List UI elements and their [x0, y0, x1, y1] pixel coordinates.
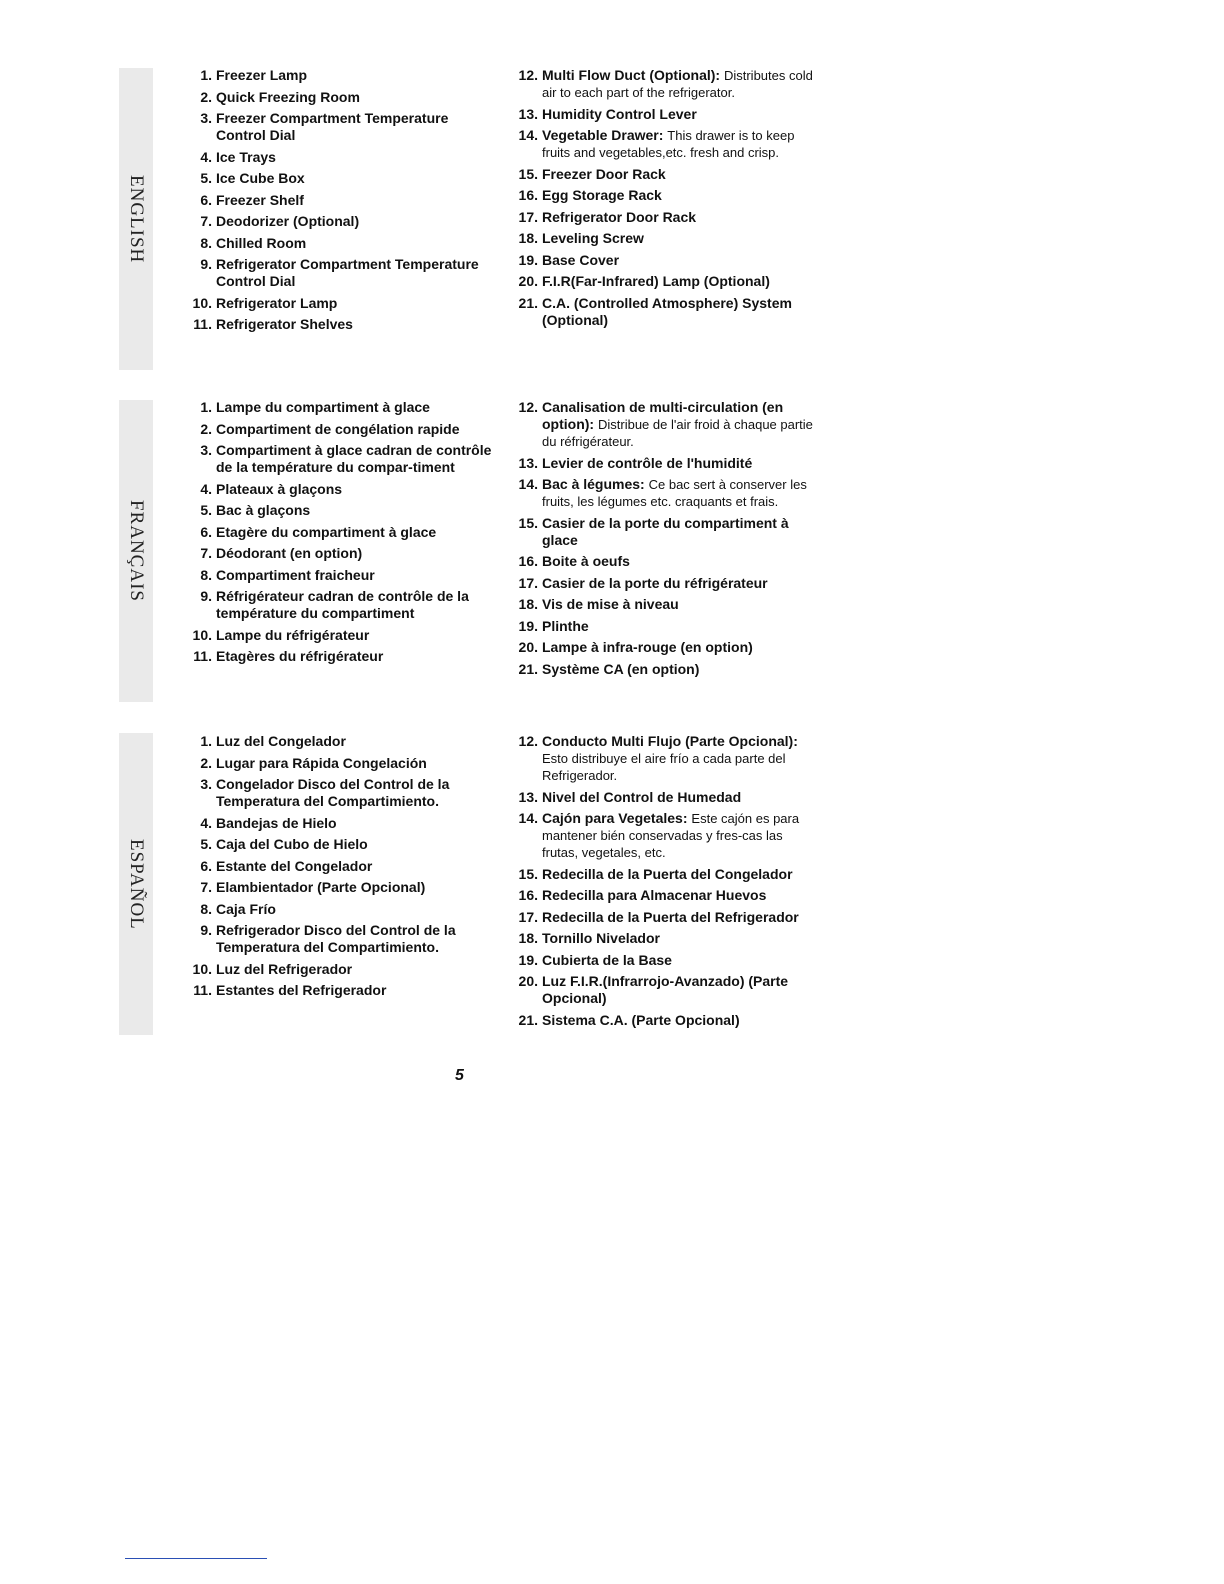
- part-item: [508, 1012, 818, 1029]
- part-text: [216, 502, 492, 519]
- part-name: Humidity Control Lever: [542, 105, 697, 122]
- part-text: [216, 755, 492, 772]
- part-number: 15.: [518, 865, 538, 882]
- part-number: 19.: [518, 251, 538, 268]
- part-number: 8.: [200, 566, 212, 583]
- part-name: Compartiment à glace cadran de contrôle de la température du compar-timent: [216, 442, 492, 475]
- part-text: [542, 106, 818, 123]
- part-text: [216, 89, 492, 106]
- part-number: 6.: [200, 523, 212, 540]
- part-item: [182, 149, 492, 166]
- part-item: [508, 789, 818, 806]
- part-name: Plateaux à glaçons: [216, 480, 343, 497]
- part-text: [216, 399, 492, 416]
- parts-list-right: [508, 67, 818, 333]
- part-item: [508, 810, 818, 861]
- part-text: [542, 476, 818, 510]
- part-text: [542, 399, 818, 450]
- part-item: [182, 879, 492, 896]
- part-item: [182, 836, 492, 853]
- part-name: Levier de contrôle de l'humidité: [542, 454, 753, 471]
- part-text: [542, 575, 818, 592]
- part-item: [508, 973, 818, 1007]
- part-item: [508, 909, 818, 926]
- part-item: [508, 661, 818, 678]
- part-name: Redecilla para Almacenar Huevos: [542, 887, 767, 903]
- part-number: 17.: [518, 574, 538, 591]
- part-item: [182, 235, 492, 252]
- part-item: [182, 481, 492, 498]
- part-description: Esto distribuye el aire frío a cada parte del Refrigerador.: [542, 751, 786, 783]
- part-item: [508, 295, 818, 329]
- part-item: [508, 399, 818, 450]
- part-text: [542, 252, 818, 269]
- parts-list-right: [508, 733, 818, 1033]
- part-text: [542, 166, 818, 183]
- part-item: [182, 755, 492, 772]
- part-item: [182, 256, 492, 290]
- part-text: [542, 67, 818, 101]
- part-text: [216, 235, 492, 252]
- part-number: 16.: [518, 187, 538, 203]
- part-text: [542, 661, 818, 678]
- part-name: Freezer Lamp: [216, 67, 308, 83]
- part-name: Compartiment fraicheur: [216, 566, 375, 583]
- part-description: Este cajón es para mantener bién conservadas y fres-cas las frutas, vegetales, etc.: [542, 811, 800, 860]
- part-text: [216, 256, 492, 290]
- part-text: [542, 596, 818, 613]
- part-text: [216, 170, 492, 187]
- part-item: [182, 421, 492, 438]
- part-name: Bandejas de Hielo: [216, 814, 337, 831]
- part-text: [216, 110, 492, 144]
- language-label: ESPAÑOL: [126, 838, 147, 930]
- part-number: 17.: [518, 908, 538, 925]
- part-number: 15.: [518, 165, 538, 182]
- part-name: Quick Freezing Room: [216, 88, 360, 105]
- part-name: Elambientador (Parte Opcional): [216, 879, 426, 895]
- part-item: [182, 982, 492, 999]
- part-item: [182, 316, 492, 333]
- part-item: [182, 89, 492, 106]
- part-name: Conducto Multi Flujo (Parte Opcional):: [542, 733, 798, 749]
- part-item: [508, 639, 818, 656]
- part-number: 5.: [200, 170, 212, 186]
- part-name: Congelador Disco del Control de la Temperatura del Compartimiento.: [216, 776, 450, 809]
- part-name: Chilled Room: [216, 234, 307, 251]
- part-name: Casier de la porte du réfrigérateur: [542, 574, 768, 591]
- part-text: [542, 866, 818, 883]
- part-name: Freezer Compartment Temperature Control Dial: [216, 110, 449, 143]
- part-name: Tornillo Nivelador: [542, 930, 660, 946]
- part-text: [542, 127, 818, 161]
- part-number: 1.: [200, 67, 212, 83]
- part-name: Bac à légumes:: [542, 476, 645, 492]
- part-item: [182, 567, 492, 584]
- part-number: 5.: [200, 836, 212, 852]
- part-name: Freezer Door Rack: [542, 165, 666, 182]
- part-number: 14.: [518, 810, 538, 826]
- part-number: 2.: [200, 420, 212, 437]
- part-text: [542, 209, 818, 226]
- part-number: 21.: [518, 294, 538, 311]
- part-text: [216, 213, 492, 230]
- part-number: 15.: [518, 514, 538, 531]
- part-number: 17.: [518, 208, 538, 225]
- part-name: Luz del Refrigerador: [216, 960, 353, 977]
- part-item: [508, 596, 818, 613]
- part-name: Cajón para Vegetales:: [542, 810, 688, 826]
- part-text: [216, 627, 492, 644]
- part-item: [182, 110, 492, 144]
- part-number: 16.: [518, 887, 538, 903]
- part-number: 14.: [518, 127, 538, 143]
- part-name: Freezer Shelf: [216, 191, 304, 208]
- part-number: 10.: [192, 626, 212, 643]
- part-text: [216, 67, 492, 84]
- part-item: [508, 887, 818, 904]
- part-number: 13.: [518, 454, 538, 471]
- part-item: [508, 515, 818, 549]
- part-name: Canalisation de multi-circulation (en option):: [542, 399, 784, 432]
- part-item: [508, 476, 818, 510]
- part-text: [216, 836, 492, 853]
- part-item: [182, 858, 492, 875]
- part-name: Ice Cube Box: [216, 170, 305, 186]
- part-number: 18.: [518, 596, 538, 612]
- part-name: Vis de mise à niveau: [542, 596, 679, 612]
- part-name: Luz F.I.R.(Infrarrojo-Avanzado) (Parte Opcional): [542, 973, 789, 1006]
- part-name: Déodorant (en option): [216, 545, 363, 561]
- part-description: This drawer is to keep fruits and vegetables,etc. fresh and crisp.: [542, 128, 795, 160]
- part-number: 20.: [518, 273, 538, 289]
- part-text: [216, 982, 492, 999]
- part-item: [182, 922, 492, 956]
- part-text: [216, 588, 492, 622]
- part-name: Deodorizer (Optional): [216, 213, 360, 229]
- part-number: 10.: [192, 294, 212, 311]
- part-text: [216, 192, 492, 209]
- part-item: [182, 648, 492, 665]
- part-number: 13.: [518, 788, 538, 805]
- part-name: Estantes del Refrigerador: [216, 982, 387, 998]
- part-item: [508, 866, 818, 883]
- part-text: [216, 481, 492, 498]
- part-text: [216, 815, 492, 832]
- part-item: [508, 209, 818, 226]
- part-number: 13.: [518, 105, 538, 122]
- part-text: [542, 1012, 818, 1029]
- part-number: 14.: [518, 476, 538, 492]
- part-text: [216, 776, 492, 810]
- part-text: [542, 618, 818, 635]
- part-text: [542, 973, 818, 1007]
- part-item: [508, 553, 818, 570]
- part-number: 7.: [200, 213, 212, 229]
- part-number: 10.: [192, 960, 212, 977]
- part-number: 12.: [518, 399, 538, 415]
- part-number: 5.: [200, 502, 212, 518]
- part-name: Refrigerator Shelves: [216, 316, 353, 332]
- part-item: [508, 930, 818, 947]
- part-number: 12.: [518, 733, 538, 749]
- part-number: 9.: [200, 588, 212, 604]
- part-name: Etagères du réfrigérateur: [216, 648, 384, 664]
- part-number: 2.: [200, 88, 212, 105]
- part-number: 16.: [518, 553, 538, 569]
- part-number: 1.: [200, 399, 212, 415]
- part-number: 11.: [193, 982, 212, 998]
- part-text: [216, 901, 492, 918]
- language-label: FRANÇAIS: [126, 500, 147, 602]
- part-text: [542, 273, 818, 290]
- part-item: [508, 455, 818, 472]
- part-item: [508, 166, 818, 183]
- part-name: Estante del Congelador: [216, 857, 373, 874]
- part-name: Nivel del Control de Humedad: [542, 788, 742, 805]
- part-text: [216, 316, 492, 333]
- part-item: [182, 776, 492, 810]
- part-item: [508, 575, 818, 592]
- part-text: [216, 567, 492, 584]
- part-text: [542, 952, 818, 969]
- part-number: 21.: [518, 660, 538, 677]
- part-text: [216, 961, 492, 978]
- part-text: [216, 648, 492, 665]
- part-item: [508, 952, 818, 969]
- part-item: [182, 901, 492, 918]
- part-text: [542, 930, 818, 947]
- part-name: Lampe du compartiment à glace: [216, 399, 430, 415]
- part-name: Etagère du compartiment à glace: [216, 523, 437, 540]
- part-text: [542, 789, 818, 806]
- part-item: [182, 170, 492, 187]
- part-number: 11.: [193, 648, 212, 664]
- part-number: 20.: [518, 639, 538, 655]
- part-description: Distribue de l'air froid à chaque partie du réfrigérateur.: [542, 417, 813, 449]
- part-item: [508, 127, 818, 161]
- part-text: [542, 515, 818, 549]
- part-name: Egg Storage Rack: [542, 187, 662, 203]
- part-item: [182, 588, 492, 622]
- parts-list-left: [182, 67, 492, 338]
- part-name: Luz del Congelador: [216, 733, 346, 749]
- part-number: 3.: [200, 110, 212, 126]
- part-number: 18.: [518, 930, 538, 946]
- part-text: [542, 295, 818, 329]
- part-text: [542, 887, 818, 904]
- part-number: 8.: [200, 900, 212, 917]
- part-item: [508, 273, 818, 290]
- part-name: F.I.R(Far-Infrared) Lamp (Optional): [542, 273, 770, 289]
- footer-rule: [125, 1558, 267, 1559]
- part-text: [216, 733, 492, 750]
- part-name: Boite à oeufs: [542, 553, 630, 569]
- part-item: [182, 213, 492, 230]
- part-number: 12.: [518, 67, 538, 83]
- part-number: 9.: [200, 922, 212, 938]
- part-number: 1.: [200, 733, 212, 749]
- part-name: Ice Trays: [216, 148, 276, 165]
- part-name: Refrigerator Door Rack: [542, 208, 697, 225]
- language-label: ENGLISH: [126, 174, 147, 264]
- part-name: C.A. (Controlled Atmosphere) System (Optional): [542, 294, 792, 328]
- part-text: [216, 524, 492, 541]
- part-text: [542, 230, 818, 247]
- part-text: [216, 545, 492, 562]
- language-tab: [119, 68, 153, 370]
- part-item: [182, 524, 492, 541]
- part-text: [542, 733, 818, 784]
- part-number: 2.: [200, 754, 212, 771]
- part-name: Lampe à infra-rouge (en option): [542, 639, 753, 655]
- part-text: [216, 879, 492, 896]
- part-text: [216, 421, 492, 438]
- part-name: Bac à glaçons: [216, 502, 311, 518]
- part-number: 19.: [518, 951, 538, 968]
- part-name: Lampe du réfrigérateur: [216, 626, 370, 643]
- part-item: [182, 67, 492, 84]
- parts-list-left: [182, 733, 492, 1004]
- part-number: 4.: [200, 480, 212, 497]
- language-tab: [119, 400, 153, 702]
- part-name: Redecilla de la Puerta del Refrigerador: [542, 908, 799, 925]
- part-name: Système CA (en option): [542, 660, 700, 677]
- part-item: [182, 627, 492, 644]
- part-number: 8.: [200, 234, 212, 251]
- part-item: [508, 230, 818, 247]
- part-item: [182, 502, 492, 519]
- part-name: Refrigerador Disco del Control de la Temperatura del Compartimiento.: [216, 922, 456, 955]
- part-item: [182, 733, 492, 750]
- part-number: 6.: [200, 857, 212, 874]
- part-name: Leveling Screw: [542, 230, 644, 246]
- part-name: Refrigerator Compartment Temperature Control Dial: [216, 256, 479, 289]
- part-text: [216, 442, 492, 476]
- part-number: 4.: [200, 814, 212, 831]
- part-name: Cubierta de la Base: [542, 951, 672, 968]
- part-number: 9.: [200, 256, 212, 272]
- part-item: [508, 618, 818, 635]
- part-name: Redecilla de la Puerta del Congelador: [542, 865, 793, 882]
- part-name: Sistema C.A. (Parte Opcional): [542, 1011, 740, 1028]
- part-name: Plinthe: [542, 617, 589, 634]
- part-number: 3.: [200, 442, 212, 458]
- part-text: [216, 295, 492, 312]
- parts-list-left: [182, 399, 492, 670]
- part-name: Caja Frío: [216, 900, 276, 917]
- part-item: [182, 545, 492, 562]
- part-number: 20.: [518, 973, 538, 989]
- part-text: [542, 639, 818, 656]
- part-name: Base Cover: [542, 251, 620, 268]
- part-text: [216, 922, 492, 956]
- part-name: Compartiment de congélation rapide: [216, 420, 460, 437]
- part-number: 6.: [200, 191, 212, 208]
- part-text: [542, 455, 818, 472]
- part-item: [182, 442, 492, 476]
- part-text: [542, 909, 818, 926]
- part-name: Lugar para Rápida Congelación: [216, 754, 427, 771]
- part-number: 11.: [193, 316, 212, 332]
- part-name: Multi Flow Duct (Optional):: [542, 67, 721, 83]
- part-text: [542, 187, 818, 204]
- parts-list-right: [508, 399, 818, 682]
- part-item: [182, 399, 492, 416]
- part-number: 7.: [200, 879, 212, 895]
- part-text: [216, 858, 492, 875]
- part-description: Ce bac sert à conserver les fruits, les légumes etc. craquants et frais.: [542, 477, 807, 509]
- part-number: 18.: [518, 230, 538, 246]
- part-number: 3.: [200, 776, 212, 792]
- language-tab: [119, 733, 153, 1035]
- part-item: [508, 733, 818, 784]
- part-description: Distributes cold air to each part of the refrigerator.: [542, 68, 813, 100]
- part-name: Réfrigérateur cadran de contrôle de la température du compartiment: [216, 588, 469, 621]
- part-name: Vegetable Drawer:: [542, 127, 664, 143]
- part-number: 7.: [200, 545, 212, 561]
- part-number: 19.: [518, 617, 538, 634]
- page-number: 5: [455, 1067, 464, 1084]
- part-name: Caja del Cubo de Hielo: [216, 836, 368, 852]
- part-number: 4.: [200, 148, 212, 165]
- part-number: 21.: [518, 1011, 538, 1028]
- part-name: Refrigerator Lamp: [216, 294, 338, 311]
- part-item: [182, 815, 492, 832]
- part-item: [182, 192, 492, 209]
- part-text: [216, 149, 492, 166]
- part-item: [508, 106, 818, 123]
- part-name: Casier de la porte du compartiment à glace: [542, 514, 789, 548]
- part-item: [508, 187, 818, 204]
- part-item: [508, 252, 818, 269]
- part-text: [542, 553, 818, 570]
- part-text: [542, 810, 818, 861]
- part-item: [182, 961, 492, 978]
- part-item: [182, 295, 492, 312]
- part-item: [508, 67, 818, 101]
